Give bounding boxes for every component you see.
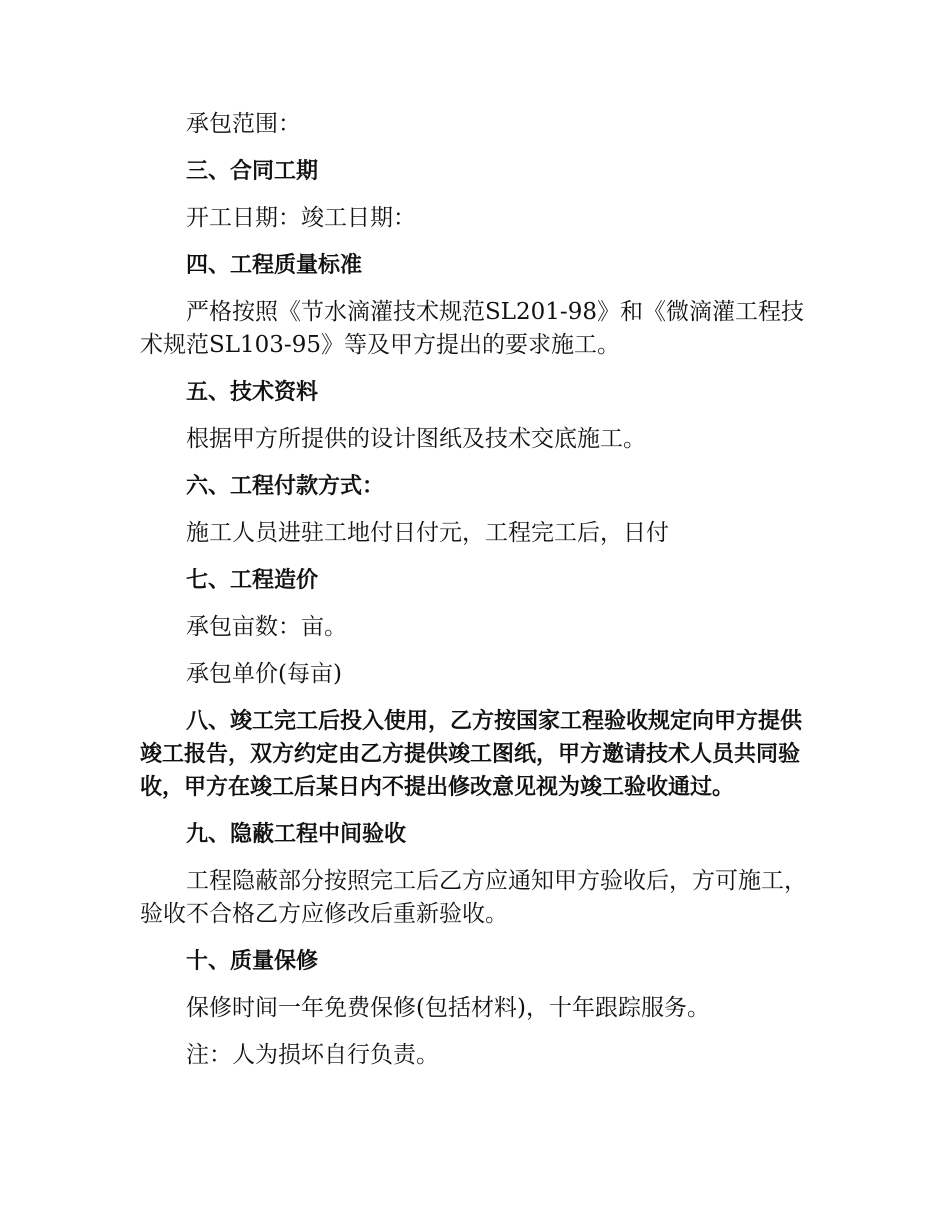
heading-project-cost: 七、工程造价 <box>186 568 319 593</box>
heading-payment-method: 六、工程付款方式： <box>186 474 385 499</box>
paragraph-quality-standard: 严格按照《节水滴灌技术规范SL201-98》和《微滴灌工程技术规范SL103-95》等及甲方提出的要求施工。 <box>140 299 804 358</box>
paragraph-technical-data: 根据甲方所提供的设计图纸及技术交底施工。 <box>186 426 646 452</box>
heading-quality-standard: 四、工程质量标准 <box>186 253 363 278</box>
paragraph-note: 注：人为损坏自行负责。 <box>186 1042 439 1068</box>
heading-technical-data: 五、技术资料 <box>186 380 319 405</box>
paragraph-payment-method: 施工人员进驻工地付日付元，工程完工后，日付 <box>186 520 669 546</box>
paragraph-warranty: 保修时间一年免费保修(包括材料)，十年跟踪服务。 <box>186 995 710 1021</box>
document-body <box>140 108 812 1086</box>
paragraph-scope: 承包范围： <box>186 111 301 137</box>
paragraph-unit-price: 承包单价(每亩) <box>186 661 342 687</box>
heading-warranty: 十、质量保修 <box>186 949 319 974</box>
heading-hidden-works: 九、隐蔽工程中间验收 <box>186 822 407 847</box>
paragraph-hidden-works: 工程隐蔽部分按照完工后乙方应通知甲方验收后，方可施工，验收不合格乙方应修改后重新验收。 <box>140 868 807 927</box>
paragraph-completion-acceptance: 八、竣工完工后投入使用，乙方按国家工程验收规定向甲方提供竣工报告，双方约定由乙方提供竣工图纸，甲方邀请技术人员共同验收，甲方在竣工后某日内不提出修改意见视为竣工验收通过。 <box>140 709 803 800</box>
paragraph-dates: 开工日期：竣工日期： <box>186 205 416 231</box>
paragraph-contract-area: 承包亩数：亩。 <box>186 614 347 640</box>
heading-contract-period: 三、合同工期 <box>186 159 319 184</box>
